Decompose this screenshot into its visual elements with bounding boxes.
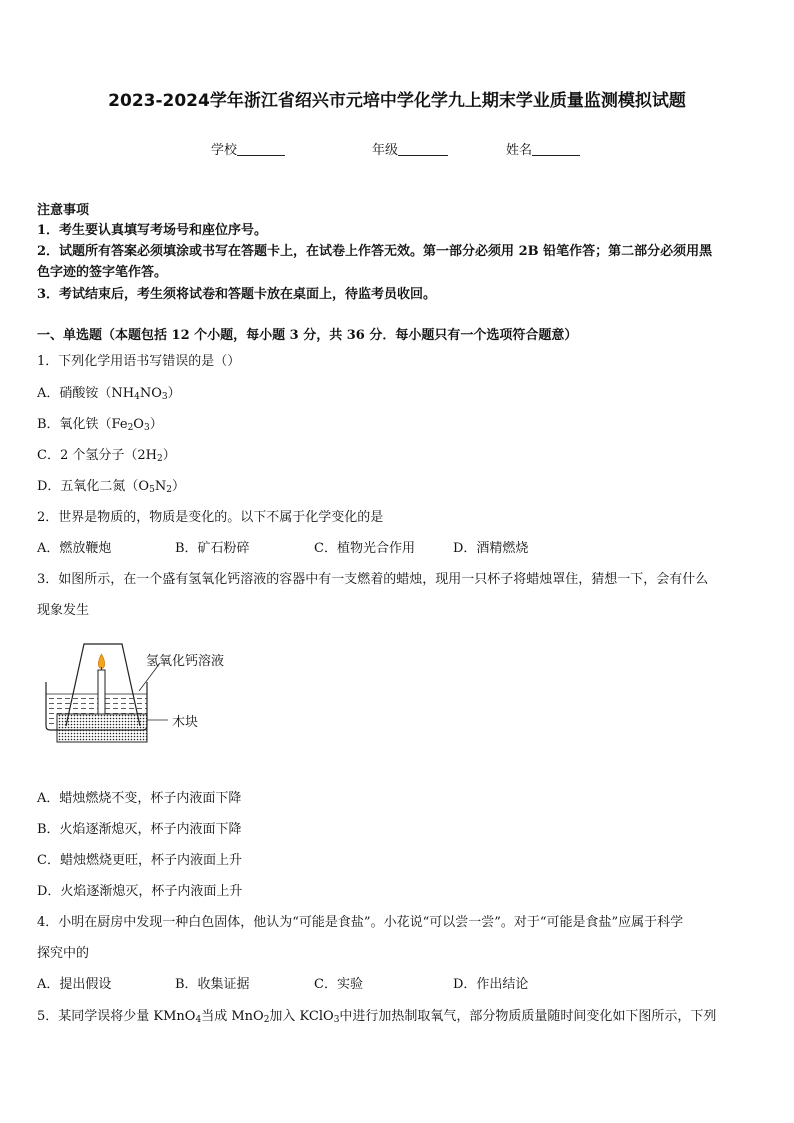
question-3-option-d: D．火焰逐渐熄灭，杯子内液面上升 [37, 884, 243, 899]
name-field [506, 139, 580, 158]
name-label: 姓名 [506, 143, 533, 158]
question-1-option-d: D．五氧化二氮$(O_5N_2)$ [37, 479, 185, 495]
question-1-option-c: C．2 个氢分子$(2H_2)$ [37, 448, 176, 464]
question-2-option-c: C．植物光合作用 [314, 541, 415, 556]
notice-item: 2．试题所有答案必须填涂或书写在答题卡上，在试卷上作答无效。第一部分必须用 2B 铅笔作答；第二部分必须用黑 [37, 244, 713, 259]
grade-blank[interactable] [398, 143, 448, 156]
question-3-option-a: A．蜡烛燃烧不变，杯子内液面下降 [37, 791, 242, 806]
question-2-option-d: D．酒精燃烧 [453, 541, 529, 556]
question-1-stem: 1．下列化学用语书写错误的是（） [37, 354, 241, 369]
section-heading: 一、单选题（本题包括 12 个小题，每小题 3 分，共 36 分．每小题只有一个选项符合题意） [37, 328, 578, 343]
grade-label: 年级 [372, 143, 399, 158]
question-4-option-a: A．提出假设 [37, 977, 112, 992]
label-wood-block: 木块 [172, 715, 199, 730]
question-5-stem: 5．某同学误将少量 KMnO$_4$当成 MnO$_2$加入 KClO$_3$中进行加热制取氧气，部分物质质量随时间变化如下图所示，下列 [37, 1009, 717, 1025]
notice-item: 1．考生要认真填写考场号和座位序号。 [37, 223, 268, 238]
question-3-stem-cont: 现象发生 [37, 603, 90, 618]
notice-item: 色字迹的签字笔作答。 [37, 265, 168, 280]
question-4-option-c: C．实验 [314, 977, 363, 992]
candle-apparatus-figure [40, 636, 225, 748]
page-title: 2023-2024学年浙江省绍兴市元培中学化学九上期末学业质量监测模拟试题 [108, 91, 686, 111]
question-4-stem: 4．小明在厨房中发现一种白色固体，他认为“可能是食盐”。小花说“可以尝一尝”。对于“可能是食盐”应属于科学 [37, 915, 684, 930]
question-2-option-a: A．燃放鞭炮 [37, 541, 112, 556]
question-4-option-b: B．收集证据 [175, 977, 250, 992]
question-3-option-c: C．蜡烛燃烧更旺，杯子内液面上升 [37, 853, 242, 868]
question-2-option-b: B．矿石粉碎 [175, 541, 250, 556]
notice-item: 3．考试结束后，考生须将试卷和答题卡放在桌面上，待监考员收回。 [37, 287, 437, 302]
notice-heading: 注意事项 [37, 203, 90, 218]
question-4-stem-cont: 探究中的 [37, 946, 90, 961]
question-3-stem: 3．如图所示，在一个盛有氢氧化钙溶液的容器中有一支燃着的蜡烛，现用一只杯子将蜡烛罩住，猜想一下，会有什么 [37, 572, 709, 587]
name-blank[interactable] [532, 143, 580, 156]
school-label: 学校 [211, 143, 238, 158]
question-4-option-d: D．作出结论 [453, 977, 529, 992]
label-calcium-hydroxide: 氢氧化钙溶液 [146, 654, 225, 669]
question-1-option-a: A．硝酸铵$(NH_4NO_3)$ [37, 386, 181, 402]
grade-field [372, 139, 448, 158]
school-field [211, 139, 285, 158]
school-blank[interactable] [237, 143, 285, 156]
question-3-option-b: B．火焰逐渐熄灭，杯子内液面下降 [37, 822, 242, 837]
question-2-stem: 2．世界是物质的，物质是变化的。以下不属于化学变化的是 [37, 510, 384, 525]
question-1-option-b: B．氧化铁$(Fe_2O_3)$ [37, 417, 163, 433]
